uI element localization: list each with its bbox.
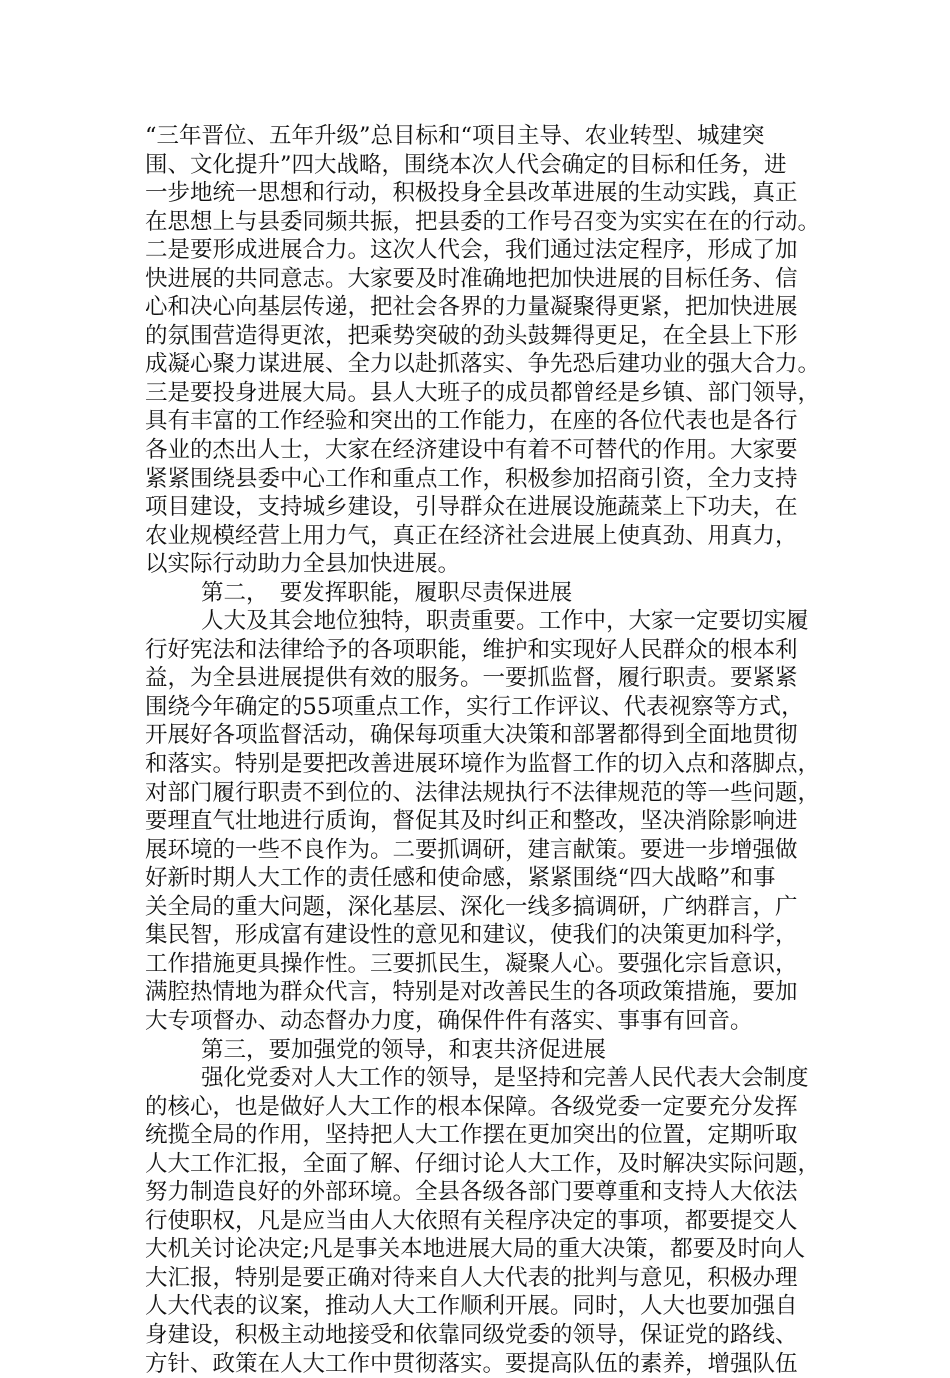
text-line: 的核心，也是做好人大工作的根本保障。各级党委一定要充分发挥 [145,1093,798,1120]
text-line: 益，为全县进展提供有效的服务。一要抓监督，履行职责。要紧紧 [145,665,798,692]
text-line: 方针、政策在人大工作中贯彻落实。要提高队伍的素养，增强队伍 [145,1350,798,1377]
text-line: 农业规模经营上用力气，真正在经济社会进展上使真劲、用真力， [145,522,798,549]
text-line: 身建设，积极主动地接受和依靠同级党委的领导，保证党的路线、 [145,1321,798,1348]
text-line: “三年晋位、五年升级”总目标和“项目主导、农业转型、城建突 [145,123,765,149]
text-line: 紧紧围绕县委中心工作和重点工作，积极参加招商引资，全力支持 [145,465,798,492]
text-line: 大专项督办、动态督办力度，确保件件有落实、事事有回音。 [145,1007,753,1034]
text-line: 统揽全局的作用，坚持把人大工作摆在更加突出的位置，定期听取 [145,1122,798,1149]
text-line: 要理直气壮地进行质询，督促其及时纠正和整改，坚决消除影响进 [145,808,798,835]
text-line: 快进展的共同意志。大家要及时准确地把加快进展的目标任务、信 [145,265,798,292]
text-line: 各业的杰出人士，大家在经济建设中有着不可替代的作用。大家要 [145,437,798,464]
text-line: 和落实。特别是要把改善进展环境作为监督工作的切入点和落脚点， [145,751,821,778]
paragraph-start-line: 第二， 要发挥职能，履职尽责保进展 [201,579,573,606]
text-line: 关全局的重大问题，深化基层、深化一线多搞调研，广纳群言，广 [145,893,798,920]
text-line: 行好宪法和法律给予的各项职能，维护和实现好人民群众的根本利 [145,636,798,663]
paragraph-start-line: 强化党委对人大工作的领导，是坚持和完善人民代表大会制度 [201,1065,809,1092]
text-line: 三是要投身进展大局。县人大班子的成员都曾经是乡镇、部门领导， [145,379,821,406]
text-line: 二是要形成进展合力。这次人代会，我们通过法定程序，形成了加 [145,237,798,264]
text-line: 工作措施更具操作性。三要抓民生，凝聚人心。要强化宗旨意识， [145,950,798,977]
text-line: 心和决心向基层传递，把社会各界的力量凝聚得更紧，把加快进展 [145,294,798,321]
text-line: 围、文化提升”四大战略，围绕本次人代会确定的目标和任务，进 [145,151,787,178]
text-line: 一步地统一思想和行动，积极投身全县改革进展的生动实践，真正 [145,180,798,207]
text-line: 努力制造良好的外部环境。全县各级各部门要尊重和支持人大依法 [145,1179,798,1206]
text-line: 的氛围营造得更浓，把乘势突破的劲头鼓舞得更足，在全县上下形 [145,322,798,349]
text-line: 大汇报，特别是要正确对待来自人大代表的批判与意见，积极办理 [145,1264,798,1291]
text-line: 人大代表的议案，推动人大工作顺利开展。同时，人大也要加强自 [145,1293,798,1320]
text-line: 开展好各项监督活动，确保每项重大决策和部署都得到全面地贯彻 [145,722,798,749]
text-line: 好新时期人大工作的责任感和使命感，紧紧围绕“四大战略”和事 [145,865,776,892]
text-line: 围绕今年确定的55项重点工作，实行工作评议、代表视察等方式， [145,693,804,720]
text-line: 项目建设，支持城乡建设，引导群众在进展设施蔬菜上下功夫，在 [145,494,798,521]
text-line: 以实际行动助力全县加快进展。 [145,551,461,578]
text-line: 成凝心聚力谋进展、全力以赴抓落实、争先恐后建功业的强大合力。 [145,351,821,378]
body-text [145,122,835,1378]
text-line: 具有丰富的工作经验和突出的工作能力，在座的各位代表也是各行 [145,408,798,435]
text-line: 对部门履行职责不到位的、法律法规执行不法律规范的等一些问题， [145,779,821,806]
text-line: 展环境的一些不良作为。二要抓调研，建言献策。要进一步增强做 [145,836,798,863]
text-line: 行使职权，凡是应当由人大依照有关程序决定的事项，都要提交人 [145,1207,798,1234]
text-line: 人大工作汇报，全面了解、仔细讨论人大工作，及时解决实际问题， [145,1150,821,1177]
text-line: 在思想上与县委同频共振，把县委的工作号召变为实实在在的行动。 [145,208,821,235]
text-line: 满腔热情地为群众代言，特别是对改善民生的各项政策措施，要加 [145,979,798,1006]
text-line: 集民智，形成富有建设性的意见和建议，使我们的决策更加科学， [145,922,798,949]
paragraph-start-line: 人大及其会地位独特，职责重要。工作中，大家一定要切实履 [201,608,809,635]
paragraph-start-line: 第三，要加强党的领导，和衷共济促进展 [201,1036,607,1063]
text-line: 大机关讨论决定;凡是事关本地进展大局的重大决策，都要及时向人 [145,1236,806,1263]
